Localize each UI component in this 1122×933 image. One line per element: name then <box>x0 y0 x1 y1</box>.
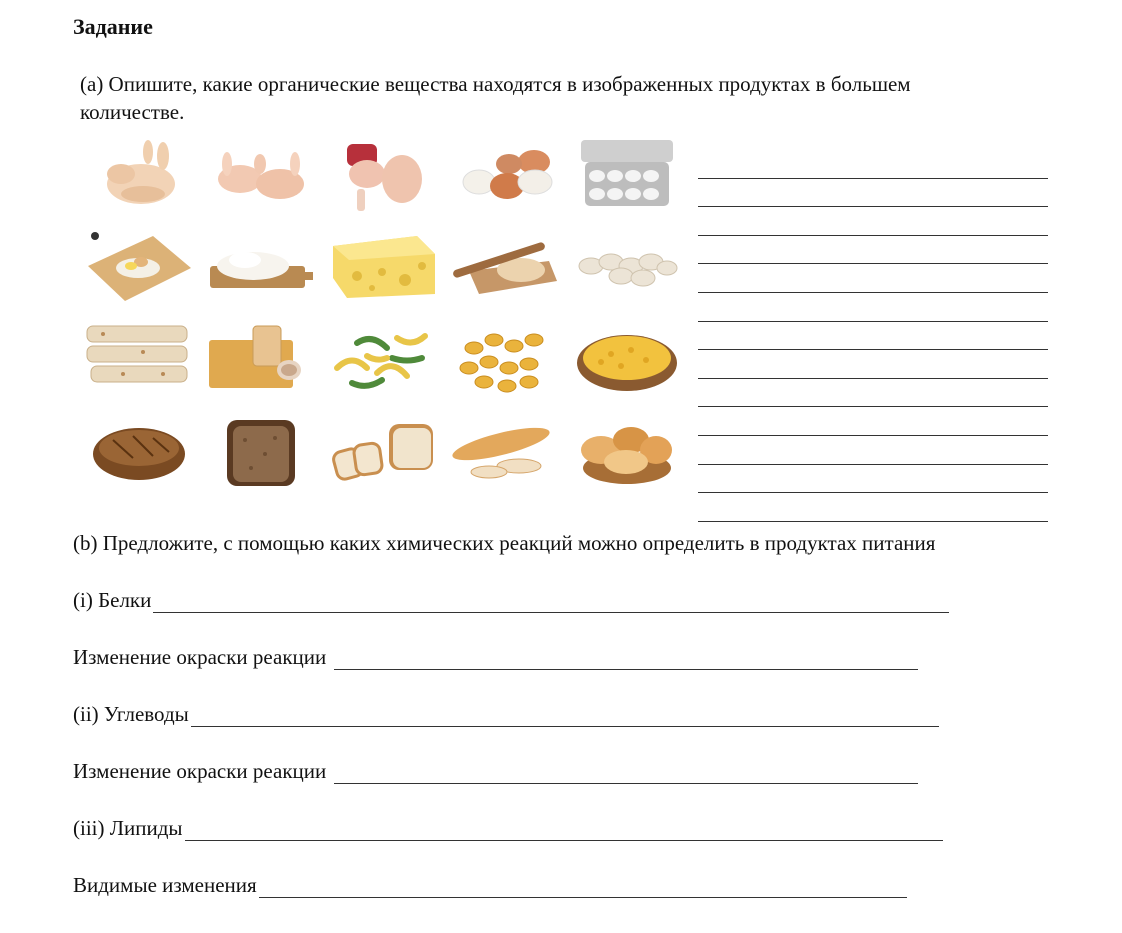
whole-chicken-icon <box>83 134 195 216</box>
dumplings-icon <box>571 226 683 308</box>
answer-line[interactable] <box>698 264 1048 293</box>
carbohydrates-color-change-row <box>73 759 918 784</box>
proteins-answer-line[interactable] <box>153 592 949 613</box>
cheese-icon <box>327 226 439 308</box>
shell-pasta-icon <box>449 318 561 400</box>
color-change-label: Изменение окраски реакции <box>73 759 327 783</box>
eggs-icon <box>449 134 561 216</box>
answer-line[interactable] <box>698 436 1048 465</box>
visible-changes-row <box>73 873 907 898</box>
answer-lines-a <box>698 150 1048 522</box>
rye-bread-icon <box>205 410 317 492</box>
fusilli-pasta-icon <box>327 318 439 400</box>
visible-changes-label: Видимые изменения <box>73 873 257 897</box>
carbohydrates-answer-line[interactable] <box>191 706 939 727</box>
answer-line[interactable] <box>698 407 1048 436</box>
lipids-row <box>73 816 943 841</box>
proteins-row <box>73 588 949 613</box>
task-title: Задание <box>73 14 153 39</box>
answer-line[interactable] <box>698 493 1048 522</box>
visible-changes-answer-line[interactable] <box>259 877 907 898</box>
color-change-label: Изменение окраски реакции <box>73 645 327 669</box>
lavash-icon <box>83 318 195 400</box>
question-a <box>73 70 1013 126</box>
proteins-color-change-row <box>73 645 918 670</box>
question-b-text: (b) Предложите, с помощью каких химических реакций можно определить в продуктах питания <box>73 531 936 555</box>
answer-line[interactable] <box>698 236 1048 265</box>
carbohydrates-color-change-answer-line[interactable] <box>334 763 918 784</box>
chicken-pieces-icon <box>205 134 317 216</box>
proteins-label: (i) Белки <box>73 588 152 612</box>
question-a-text: (a) Опишите, какие органические вещества находятся в изображенных продуктах в большем количестве. <box>80 72 911 124</box>
carbohydrates-label: (ii) Углеводы <box>73 702 189 726</box>
egg-carton-icon <box>571 134 683 216</box>
carbohydrates-row <box>73 702 939 727</box>
dough-board-icon <box>83 226 195 308</box>
pasta-bowl-icon <box>571 318 683 400</box>
cottage-cheese-icon <box>205 226 317 308</box>
flour-jar-icon <box>205 318 317 400</box>
answer-line[interactable] <box>698 322 1048 351</box>
baguette-icon <box>449 410 561 492</box>
answer-line[interactable] <box>698 150 1048 179</box>
rolling-pin-dough-icon <box>449 226 561 308</box>
chicken-leg-icon <box>327 134 439 216</box>
lipids-label: (iii) Липиды <box>73 816 183 840</box>
bread-basket-icon <box>571 410 683 492</box>
food-image-grid <box>83 134 683 494</box>
answer-line[interactable] <box>698 465 1048 494</box>
answer-line[interactable] <box>698 179 1048 208</box>
sliced-bread-icon <box>327 410 439 492</box>
lipids-answer-line[interactable] <box>185 820 943 841</box>
round-bread-icon <box>83 410 195 492</box>
answer-line[interactable] <box>698 350 1048 379</box>
answer-line[interactable] <box>698 293 1048 322</box>
answer-line[interactable] <box>698 379 1048 408</box>
proteins-color-change-answer-line[interactable] <box>334 649 918 670</box>
answer-line[interactable] <box>698 207 1048 236</box>
